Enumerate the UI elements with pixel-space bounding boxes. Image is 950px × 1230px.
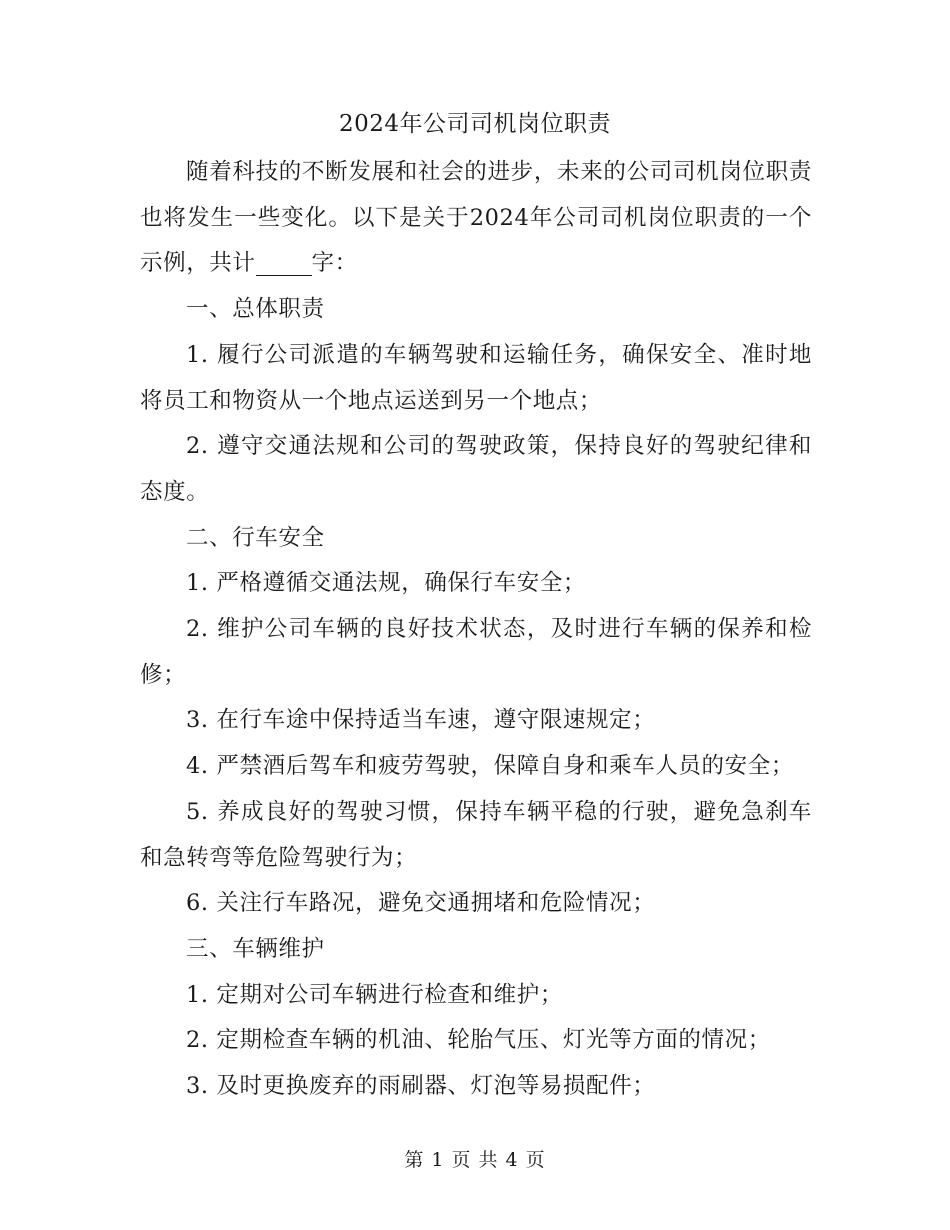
- intro-paragraph: [140, 150, 812, 287]
- list-item: 2. 维护公司车辆的良好技术状态，及时进行车辆的保养和检修；: [140, 616, 812, 688]
- document-title: 2024年公司司机岗位职责: [338, 111, 612, 137]
- list-item: 4. 严禁酒后驾车和疲劳驾驶，保障自身和乘车人员的安全；: [186, 753, 794, 780]
- list-item: 6. 关注行车路况，避免交通拥堵和危险情况；: [186, 890, 656, 917]
- list-item: 2. 遵守交通法规和公司的驾驶政策，保持良好的驾驶纪律和态度。: [140, 433, 812, 505]
- list-item: 5. 养成良好的驾驶习惯，保持车辆平稳的行驶，避免急刹车和急转弯等危险驾驶行为；: [140, 798, 812, 871]
- list-item: 3. 在行车途中保持适当车速，遵守限速规定；: [186, 707, 656, 734]
- intro-text: 随着科技的不断发展和社会的进步，未来的公司司机岗位职责也将发生一些变化。以下是关于2024年公司司机岗位职责的一个示例，共计: [140, 159, 812, 277]
- document-body: [140, 150, 812, 1110]
- intro-text-end: 字：: [311, 250, 358, 277]
- page-number-footer: 第 1 页 共 4 页: [404, 1149, 546, 1171]
- list-item: 1. 定期对公司车辆进行检查和维护；: [186, 981, 563, 1008]
- section-heading: 一、总体职责: [186, 296, 325, 323]
- list-item: 1. 严格遵循交通法规，确保行车安全；: [186, 570, 587, 597]
- section-heading: 二、行车安全: [186, 524, 325, 551]
- list-item: 3. 及时更换废弃的雨刷器、灯泡等易损配件；: [186, 1073, 656, 1100]
- list-item: 1. 履行公司派遣的车辆驾驶和运输任务，确保安全、准时地将员工和物资从一个地点运送到另一个地点；: [140, 341, 812, 414]
- section-heading: 三、车辆维护: [186, 935, 325, 962]
- list-item: 2. 定期检查车辆的机油、轮胎气压、灯光等方面的情况；: [186, 1027, 771, 1054]
- blank-underline: [256, 249, 312, 276]
